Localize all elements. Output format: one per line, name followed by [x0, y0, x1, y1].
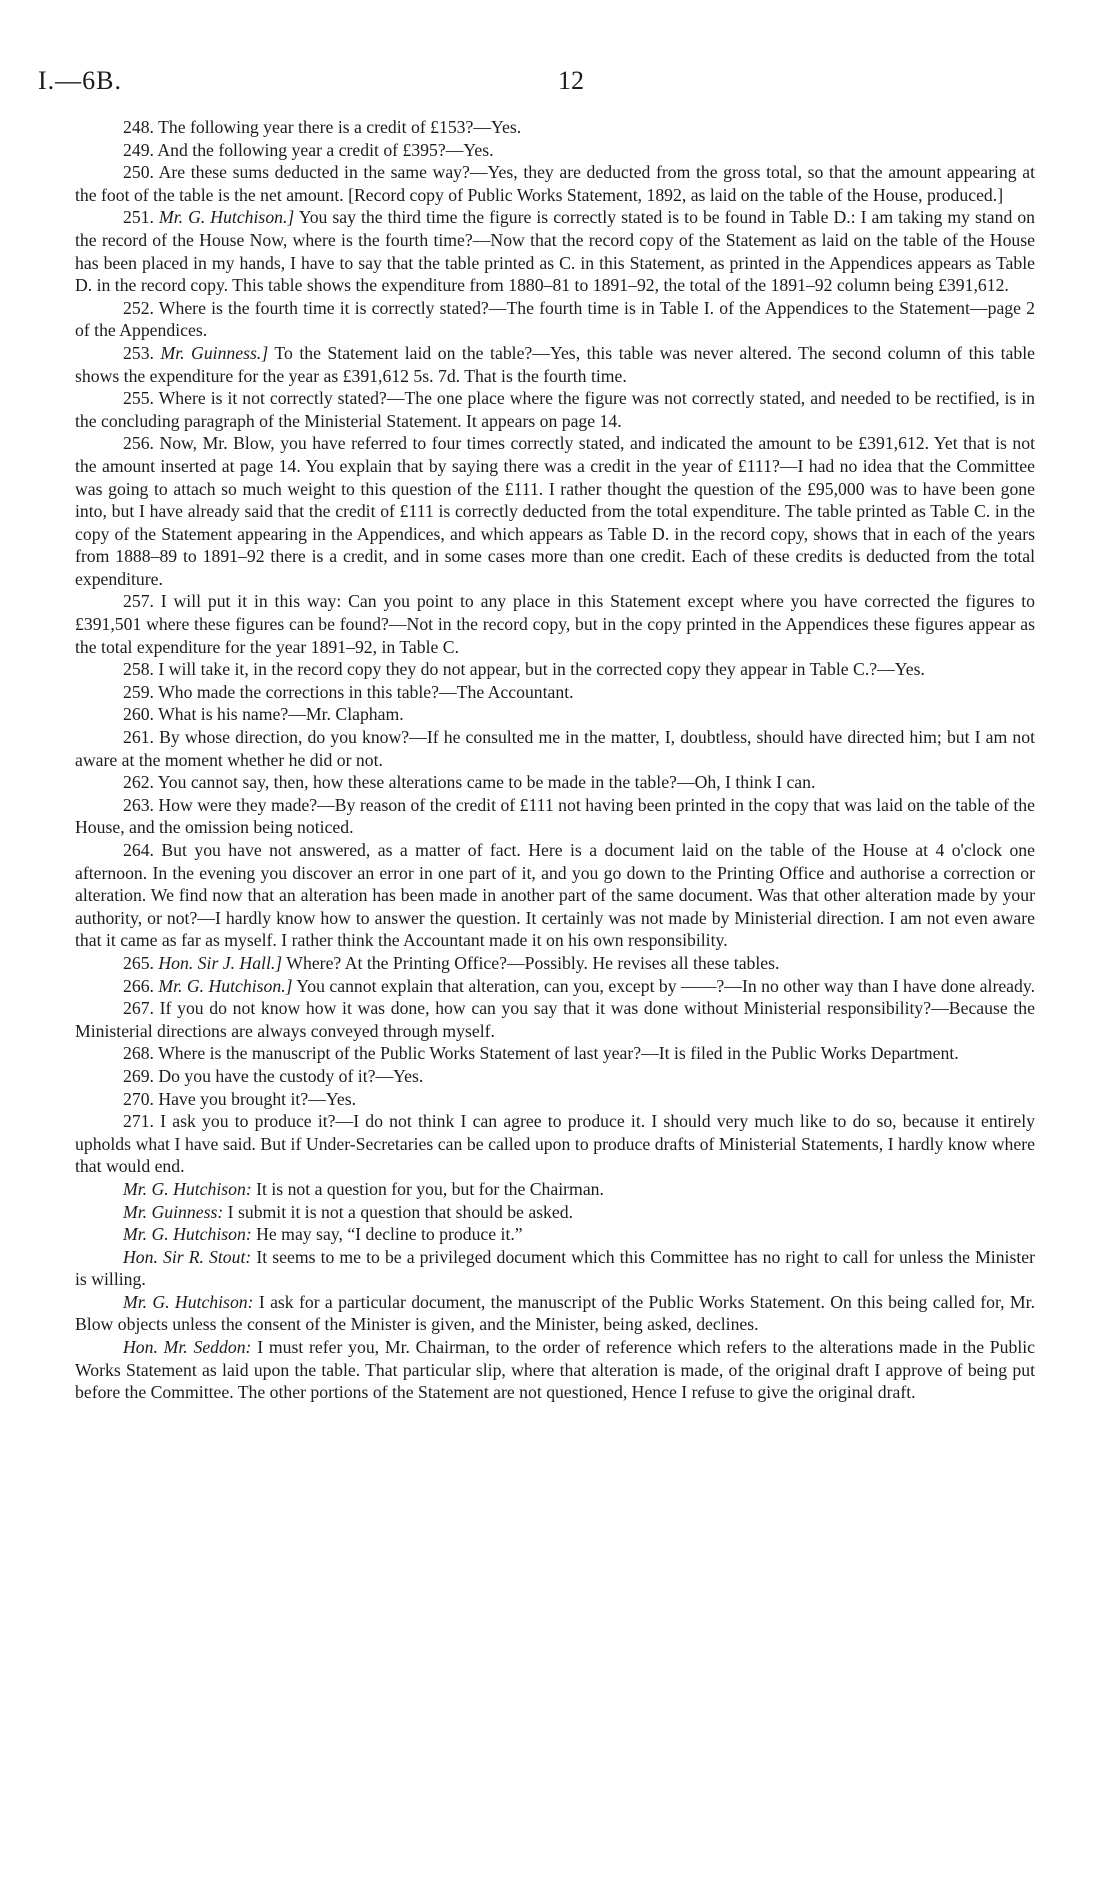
- paragraph-text: It seems to me to be a privileged document which this Committee has no right to call for unless the Minister is willing.: [75, 1246, 1036, 1290]
- paragraph: [75, 1291, 1035, 1336]
- paragraph: [75, 342, 1035, 387]
- speaker-name: Hon. Sir R. Stout:: [123, 1246, 252, 1267]
- paragraph-number: 255.: [123, 388, 154, 409]
- paragraph: [75, 726, 1035, 771]
- paragraph-text: By whose direction, do you know?—If he consulted me in the matter, I, doubtless, should have directed him; but I am not aware at the moment whether he did or not.: [75, 727, 1035, 770]
- speaker-name: Mr. G. Hutchison.]: [158, 207, 295, 228]
- paragraph-number: 270.: [123, 1088, 154, 1109]
- paragraph-number: 271.: [123, 1111, 154, 1132]
- paragraph-number: 249.: [123, 139, 154, 160]
- paragraph-text: How were they made?—By reason of the credit of £111 not having been printed in the copy that was laid on the table of the House, and the omission being noticed.: [75, 794, 1036, 838]
- paragraph: [75, 839, 1035, 952]
- speaker-name: Hon. Mr. Seddon:: [123, 1337, 252, 1358]
- paragraph: [75, 1065, 1035, 1088]
- paragraph-number: 263.: [123, 794, 154, 815]
- paragraph-number: 260.: [123, 704, 154, 725]
- paragraph-number: 256.: [123, 433, 154, 454]
- paragraph: [75, 1223, 1035, 1246]
- paragraph: [75, 432, 1035, 590]
- speaker-name: Mr. G. Hutchison.]: [158, 975, 293, 996]
- paragraph-number: 269.: [123, 1065, 154, 1086]
- paragraph: [75, 1110, 1035, 1178]
- paragraph-number: 268.: [123, 1043, 154, 1064]
- paragraph: [75, 1178, 1035, 1201]
- paragraph: [75, 139, 1035, 162]
- paragraph-number: 259.: [123, 681, 154, 702]
- paragraph: [75, 590, 1035, 658]
- paragraph-number: 252.: [123, 297, 154, 318]
- paragraph-text: You cannot explain that alteration, can you, except by ——?—In no other way than I have done already.: [296, 975, 1035, 996]
- paragraph-text: I must refer you, Mr. Chairman, to the order of reference which refers to the alterations made in the Public Works Statement as laid upon the table. That particular slip, where that alteration is made, of the original draft I approve of being put before the Committee. The other portions of the Statement are not questioned, Hence I refuse to give the original draft.: [75, 1337, 1036, 1403]
- paragraph: [75, 997, 1035, 1042]
- paragraph-text: But you have not answered, as a matter of fact. Here is a document laid on the table of the House at 4 o'clock one afternoon. In the evening you discover an error in one part of it, and you go down to the Printing Office and authorise a correction or alteration. We find now that an alteration has been made in another part of the same document. Was that other alteration made by your authority, or not?—I hardly know how to answer the question. It certainly was not made by Ministerial direction. I am not even aware that it came as far as myself. I rather think the Accountant made it on his own responsibility.: [75, 840, 1035, 951]
- paragraph: [75, 1201, 1035, 1224]
- paragraph-text: Are these sums deducted in the same way?—Yes, they are deducted from the gross total, so that the amount appearing at the foot of the table is the net amount. [Record copy of Public Works Statement, 1892, as laid on the table of the House, produced.]: [75, 162, 1035, 205]
- paragraph-text: Do you have the custody of it?—Yes.: [158, 1065, 424, 1086]
- speaker-name: Mr. G. Hutchison:: [123, 1224, 252, 1245]
- paragraph-number: 251.: [123, 207, 154, 228]
- paragraph: [75, 681, 1035, 704]
- paragraph-text: I ask for a particular document, the manuscript of the Public Works Statement. On this being called for, Mr. Blow objects unless the consent of the Minister is given, and the Minister, being asked, declines.: [75, 1291, 1035, 1335]
- paragraph-text: Have you brought it?—Yes.: [158, 1088, 357, 1109]
- paragraph-text: I will take it, in the record copy they do not appear, but in the corrected copy they appear in Table C.?—Yes.: [158, 659, 925, 680]
- paragraph-text: The following year there is a credit of £153?—Yes.: [158, 117, 522, 137]
- paragraph-text: You say the third time the figure is correctly stated is to be found in Table D.: I am taking my stand on the record of the House Now, where is the fourth time?—Now that the record copy of the Statement as laid on the table of the House has been placed in my hands, I have to say that the table printed as C. in this Statement, as printed in the Appendices appears as Table D. in the record copy. This table shows the expenditure from 1880–81 to 1891–92, the total of the 1891–92 column being £391,612.: [75, 207, 1036, 296]
- paragraph: [75, 1246, 1035, 1291]
- speaker-name: Mr. G. Hutchison:: [123, 1178, 252, 1199]
- document-body: [75, 116, 1035, 1404]
- paragraph: [75, 116, 1035, 139]
- paragraph-text: If you do not know how it was done, how can you say that it was done without Ministerial responsibility?—Because the Ministerial directions are always conveyed through myself.: [75, 998, 1036, 1041]
- paragraph-text: Where? At the Printing Office?—Possibly. He revises all these tables.: [286, 952, 780, 973]
- paragraph: [75, 794, 1035, 839]
- paragraph-number: 250.: [123, 162, 154, 183]
- paragraph: [75, 771, 1035, 794]
- paragraph: [75, 1088, 1035, 1111]
- paragraph: [75, 387, 1035, 432]
- paragraph: [75, 297, 1035, 342]
- paragraph: [75, 975, 1035, 998]
- paragraph-number: 258.: [123, 659, 154, 680]
- paragraph-number: 266.: [123, 975, 154, 996]
- paragraph-text: I submit it is not a question that should be asked.: [227, 1201, 574, 1222]
- paragraph-text: What is his name?—Mr. Clapham.: [158, 704, 404, 725]
- paragraph: [75, 161, 1035, 206]
- paragraph-text: I will put it in this way: Can you point to any place in this Statement except where you have corrected the figures to £391,501 where these figures can be found?—Not in the record copy, but in the copy printed in the Appendices these figures appear as the total expenditure for the year 1891–92, in Table C.: [75, 591, 1036, 657]
- paragraph: [75, 1336, 1035, 1404]
- speaker-name: Mr. G. Hutchison:: [123, 1291, 254, 1312]
- paragraph-number: 267.: [123, 998, 154, 1019]
- paragraph-text: Where is the manuscript of the Public Works Statement of last year?—It is filed in the Public Works Department.: [158, 1043, 959, 1064]
- paragraph: [75, 658, 1035, 681]
- document-code: I.—6B.: [38, 66, 122, 95]
- paragraph-text: To the Statement laid on the table?—Yes, this table was never altered. The second column of this table shows the expenditure for the year as £391,612 5s. 7d. That is the fourth time.: [75, 342, 1036, 386]
- paragraph-number: 257.: [123, 591, 154, 612]
- speaker-name: Hon. Sir J. Hall.]: [158, 952, 283, 973]
- paragraph-text: Where is it not correctly stated?—The one place where the figure was not correctly stated, and needed to be rectified, is in the concluding paragraph of the Ministerial Statement. It appears on page 14.: [75, 388, 1035, 431]
- paragraph: [75, 703, 1035, 726]
- speaker-name: Mr. Guinness:: [123, 1201, 224, 1222]
- paragraph-text: It is not a question for you, but for the Chairman.: [256, 1178, 604, 1199]
- paragraph-text: Now, Mr. Blow, you have referred to four times correctly stated, and indicated the amount to be £391,612. Yet that is not the amount inserted at page 14. You explain that by saying there was a credit in the year of £111?—I had no idea that the Committee was going to attach so much weight to this question of the £111. I rather thought the question of the £95,000 was to have been gone into, but I have already said that the credit of £111 is correctly deducted from the total expenditure. The table printed as Table C. in the copy of the Statement appearing in the Appendices, and which appears as Table D. in the record copy, shows that in each of the years from 1888–89 to 1891–92 there is a credit, and in some cases more than one credit. Each of these credits is deducted from the total expenditure.: [75, 433, 1035, 589]
- paragraph-number: 265.: [123, 952, 154, 973]
- paragraph: [75, 206, 1035, 296]
- paragraph-text: Where is the fourth time it is correctly stated?—The fourth time is in Table I. of the Appendices to the Statement—page 2 of the Appendices.: [75, 297, 1035, 341]
- paragraph-text: You cannot say, then, how these alterations came to be made in the table?—Oh, I think I can.: [157, 772, 816, 793]
- page-header: [38, 66, 1078, 106]
- speaker-name: Mr. Guinness.]: [160, 342, 269, 363]
- paragraph-text: He may say, “I decline to produce it.”: [256, 1224, 523, 1245]
- paragraph: [75, 952, 1035, 975]
- paragraph-number: 253.: [123, 342, 154, 363]
- paragraph-number: 264.: [123, 840, 154, 860]
- paragraph-text: I ask you to produce it?—I do not think I can agree to produce it. I should very much like to do so, because it entirely upholds what I have said. But if Under-Secretaries can be called upon to produce drafts of Ministerial Statements, I hardly know where that would end.: [75, 1111, 1035, 1177]
- paragraph-text: Who made the corrections in this table?—The Accountant.: [158, 681, 574, 702]
- paragraph-number: 261.: [123, 727, 154, 748]
- paragraph-number: 248.: [123, 117, 154, 137]
- paragraph: [75, 1042, 1035, 1065]
- page-number: 12: [558, 66, 584, 95]
- paragraph-number: 262.: [123, 772, 154, 793]
- paragraph-text: And the following year a credit of £395?—Yes.: [157, 139, 494, 160]
